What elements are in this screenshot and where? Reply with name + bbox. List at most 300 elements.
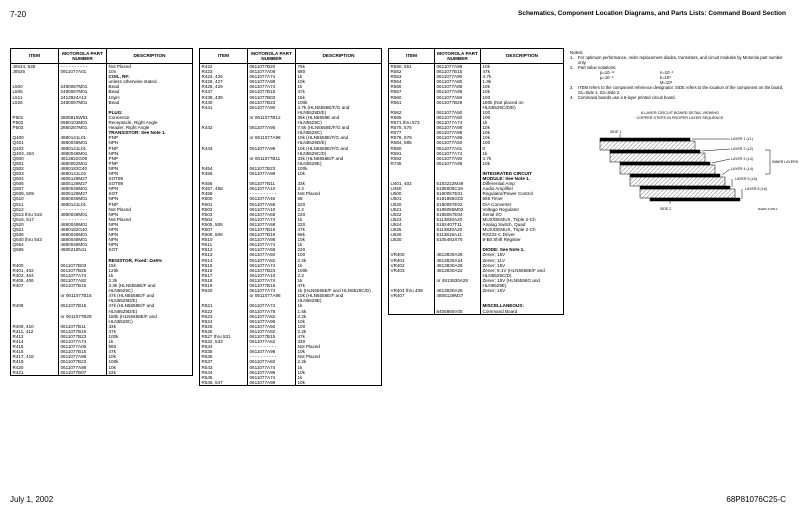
item-cell: R503	[200, 212, 248, 217]
part-number-cell: 0611077A98	[435, 89, 481, 94]
part-number-cell: 0611077A90	[435, 156, 481, 161]
description-cell: 100	[296, 252, 382, 257]
description-cell: MODULE: See Note 1.	[481, 176, 564, 181]
item-cell: Q503	[11, 171, 59, 176]
part-number-cell: 5180057E02	[435, 202, 481, 207]
description-cell: 555 Timer	[481, 196, 564, 201]
description-cell: 3.3k (HLN5558E/F and	[107, 283, 193, 288]
description-cell: 47k	[296, 283, 382, 288]
part-number-cell: - - - - - - - - - -	[248, 354, 296, 359]
part-number-cell: 4805128M27	[59, 181, 107, 186]
description-cell: 1k	[296, 263, 382, 268]
item-cell: J0536	[11, 69, 59, 74]
description-cell: 4.7k	[481, 74, 564, 79]
description-cell: 2.2	[296, 273, 382, 278]
description-cell: 10k	[481, 161, 564, 166]
description-cell: 180k (HLN5558E/F and	[107, 314, 193, 319]
col-desc-header: DESCRIPTION	[296, 49, 382, 64]
item-cell: VR402	[389, 263, 435, 268]
part-number-cell: 0611077A82	[59, 278, 107, 283]
item-cell: U520	[389, 202, 435, 207]
part-number-cell: - - - - - - - - - -	[248, 344, 296, 349]
part-number-cell: 0611077A74	[248, 217, 296, 222]
item-cell: R745	[389, 161, 435, 166]
description-cell: 220	[296, 247, 382, 252]
layer-stack-diagram	[580, 124, 799, 214]
part-number-cell: 4805129M27	[435, 293, 481, 298]
description-cell: unless otherwise stated	[107, 79, 193, 84]
description-cell: Regulator/Power Control	[481, 191, 564, 196]
description-cell: 1k	[296, 365, 382, 370]
item-cell: R524	[200, 319, 248, 324]
item-cell: Q521	[11, 227, 59, 232]
description-cell: 1k	[296, 375, 382, 380]
part-number-cell: 0611077A98	[59, 365, 107, 370]
parts-table-2	[199, 48, 382, 386]
item-cell: R571 thru 573	[389, 120, 435, 125]
item-cell: R411, 412	[11, 329, 59, 334]
part-number-cell: 0611077A82	[248, 359, 296, 364]
part-number-cell: 0611077A98	[248, 171, 296, 176]
description-cell: 10k	[296, 237, 382, 242]
description-cell: 10k	[296, 171, 382, 176]
description-cell: 47k	[107, 349, 193, 354]
item-cell: R561	[389, 100, 435, 105]
part-number-cell: 0611077B15	[435, 69, 481, 74]
description-cell: NPN	[107, 166, 193, 171]
part-number-cell: 0611077A62	[248, 339, 296, 344]
description-cell: Command Board	[481, 309, 564, 315]
part-number-cell: 0611077A74	[435, 151, 481, 156]
item-cell: R442	[200, 125, 248, 130]
part-number-cell: 0611077B15	[248, 89, 296, 94]
part-number-cell: 4880141L02	[59, 171, 107, 176]
item-cell: R403, 404	[11, 273, 59, 278]
part-number-cell: 5180057E01	[435, 191, 481, 196]
part-number-cell: 0611077B03	[248, 95, 296, 100]
description-cell: PNP	[107, 146, 193, 151]
description-cell: HLN5529D/E)	[296, 110, 382, 115]
description-cell: 10k	[296, 380, 382, 386]
item-cell	[389, 309, 435, 315]
description-cell: TRANSISTOR: See Note 1.	[107, 130, 193, 135]
part-number-cell: 5183222M49	[435, 181, 481, 186]
description-cell: 100k	[107, 359, 193, 364]
description-cell: Bead	[107, 84, 193, 89]
part-number-cell: 0611077A10	[248, 207, 296, 212]
description-cell: Analog Switch, Quad	[481, 222, 564, 227]
item-cell: R515	[200, 263, 248, 268]
part-number-cell: or 0611077B15	[59, 293, 107, 298]
item-cell: R550, 551	[389, 64, 435, 70]
part-number-cell: 2413924A13	[59, 95, 107, 100]
description-cell: HLN5529E)	[296, 161, 382, 166]
part-number-cell: 0611077B23	[248, 268, 296, 273]
part-number-cell: 0611077A50	[435, 110, 481, 115]
part-number-cell: 4880048M01	[59, 140, 107, 145]
table-row	[11, 370, 193, 376]
part-number-cell: 0611077A98	[435, 64, 481, 70]
part-number-cell: 8405865V05	[435, 309, 481, 315]
item-cell: R575, 576	[389, 125, 435, 130]
page-number: 7-20	[10, 10, 27, 19]
item-cell: U525	[389, 227, 435, 232]
description-cell: 10k (HLN5558E/F/G and	[296, 135, 382, 140]
part-number-cell: 4880048M01	[59, 186, 107, 191]
part-number-cell: 0611077A98	[248, 237, 296, 242]
table-row	[389, 309, 564, 315]
item-cell: Q401	[11, 140, 59, 145]
description-cell: Zener; 11V	[481, 258, 564, 263]
part-number-cell: 0611077A06	[59, 344, 107, 349]
part-number-cell: 5185057E04	[435, 212, 481, 217]
item-cell: R407	[11, 283, 59, 288]
col-desc-header: DESCRIPTION	[107, 49, 193, 64]
part-number-cell: 0611077A82	[248, 329, 296, 334]
item-cell: R552	[389, 69, 435, 74]
item-cell: P503	[11, 125, 59, 130]
col-item-header: ITEM	[11, 49, 59, 64]
description-cell: 2.2k	[296, 314, 382, 319]
notes-title: Notes:	[570, 50, 584, 55]
part-number-cell: 5113830A20	[435, 227, 481, 232]
description-cell: 10k	[296, 370, 382, 375]
description-cell: 100	[296, 324, 382, 329]
item-cell: Q513 thru 515	[11, 212, 59, 217]
description-cell: 47k	[296, 334, 382, 339]
part-number-cell: 0611077A98	[248, 79, 296, 84]
item-cell: Q402	[11, 146, 59, 151]
note-3: ITEM refers to the component reference designator. SIDE refers to the location of the component on the board. S1=Side 1, S2=Side 2.	[578, 85, 784, 95]
description-cell: HLN5529D/E)	[107, 309, 193, 314]
part-number-cell: 4880141L01	[59, 146, 107, 151]
description-cell: 10k	[481, 84, 564, 89]
description-cell: 4.7k (HLN5558E/F/G and	[296, 105, 382, 110]
item-cell: Q400	[11, 135, 59, 140]
description-cell: 100	[481, 95, 564, 100]
part-number-cell: or 0611077B12	[248, 115, 296, 120]
part-number-cell: 0611077A50	[435, 115, 481, 120]
part-number-cell: 4880048M01	[59, 242, 107, 247]
part-number-cell: 0611077B15	[59, 349, 107, 354]
item-cell: R562	[389, 110, 435, 115]
item-cell: R523	[200, 314, 248, 319]
item-cell: U521	[389, 207, 435, 212]
description-cell: 100	[481, 110, 564, 115]
part-number-cell: 0611077B23	[59, 334, 107, 339]
part-number-cell: 4880052M01	[59, 161, 107, 166]
description-cell: Not Placed	[107, 207, 193, 212]
item-cell: J0534, 535	[11, 64, 59, 70]
description-cell: 1k	[481, 151, 564, 156]
part-number-cell: 0611077A50	[248, 252, 296, 257]
part-number-cell: 0611077A50	[248, 324, 296, 329]
part-number-cell: 4813830A24	[435, 258, 481, 263]
col-desc-header: DESCRIPTION	[481, 49, 564, 64]
item-cell: L505	[11, 89, 59, 94]
description-cell: 1k	[481, 120, 564, 125]
description-cell: MUX/DEMUX, Triple 2-Ch	[481, 227, 564, 232]
note-1: For optimum performance, order replacement diodes, transistors, and circuit modules by Motorola part number only.	[578, 55, 783, 65]
part-number-cell: 0611077B20	[248, 64, 296, 70]
part-number-cell: - - - - - - - - - -	[59, 217, 107, 222]
description-cell: 2.2k	[107, 278, 193, 283]
part-number-cell: 0611077A98	[435, 135, 481, 140]
description-cell: 10k	[296, 349, 382, 354]
item-cell: R417, 418	[11, 354, 59, 359]
item-cell: VR403	[389, 268, 435, 273]
item-cell: R421	[11, 370, 59, 376]
item-cell: R514	[200, 258, 248, 263]
part-number-cell: 4880141L01	[59, 202, 107, 207]
part-number-cell: 4880182G40	[59, 227, 107, 232]
description-cell: Not Placed	[107, 64, 193, 70]
description-cell: 120k	[107, 268, 193, 273]
description-cell: SOT89	[107, 181, 193, 186]
item-cell: R414	[11, 339, 59, 344]
note-2-u: µ=10⁻⁶	[600, 75, 614, 80]
description-cell: 47k	[296, 89, 382, 94]
col-part-header: MOTOROLA PART NUMBER	[435, 49, 481, 64]
item-cell: Q500	[11, 156, 59, 161]
part-number-cell: 0611077A78	[248, 309, 296, 314]
item-cell: R565	[389, 115, 435, 120]
part-number-cell: 0611077B23	[248, 166, 296, 171]
part-number-cell: 4805218N11	[59, 247, 107, 252]
note-4: Command boards use a 6-layer printed circuit board.	[578, 95, 676, 100]
layer-label: LAYER 6 (L6)	[745, 187, 767, 191]
part-number-cell: 0611077A58	[248, 202, 296, 207]
part-number-cell: 5182407T11	[435, 222, 481, 227]
part-number-cell: 0611077A50	[435, 95, 481, 100]
item-cell: Q508, 509	[11, 191, 59, 196]
part-number-cell: 4880048M01	[59, 151, 107, 156]
part-number-cell: 5181855G02	[435, 196, 481, 201]
description-cell: HLN5529D/E)	[296, 140, 382, 145]
item-cell: R537	[200, 359, 248, 364]
item-cell: R456	[200, 181, 248, 186]
description-cell: PLUG:	[107, 110, 193, 115]
description-cell: HLN5529C)	[107, 288, 193, 293]
item-cell: R437	[200, 89, 248, 94]
part-number-cell: 0611077A98	[435, 161, 481, 166]
part-number-cell: 0611077A98	[435, 125, 481, 130]
note-2: Part value notations:	[578, 65, 617, 70]
description-cell: 10k	[481, 135, 564, 140]
item-cell: R510	[200, 237, 248, 242]
part-number-cell: 4880182G40	[59, 166, 107, 171]
description-cell: 68k	[296, 232, 382, 237]
part-number-cell: 4813830A28	[435, 252, 481, 257]
part-number-cell: 4813830A28	[435, 288, 481, 293]
description-cell: Not Placed	[296, 344, 382, 349]
parts-table-1	[10, 48, 193, 376]
description-cell: 330	[296, 339, 382, 344]
item-cell: R520	[200, 288, 248, 293]
part-number-cell: - - - - - - - - - -	[59, 64, 107, 70]
item-cell: L511	[11, 95, 59, 100]
description-cell: 2.2k	[296, 329, 382, 334]
description-cell: Zener; 15V	[481, 263, 564, 268]
part-number-cell: 4805128M27	[59, 176, 107, 181]
item-cell: R501	[200, 202, 248, 207]
description-cell: 2.2k	[296, 258, 382, 263]
description-cell: D/A Converter	[481, 202, 564, 207]
item-cell: Q536	[11, 232, 59, 237]
description-cell: 10n	[107, 69, 193, 74]
description-cell: Not Placed	[296, 354, 382, 359]
description-cell: 180k (Not placed on	[481, 100, 564, 105]
description-cell: RESISTOR, Fixed: Ω±5%	[107, 258, 193, 263]
item-cell: Q507	[11, 186, 59, 191]
description-cell: 10k (HLN5558E/F and	[296, 293, 382, 298]
notes-block: Notes: 1. For optimum performance, order replacement diodes, transistors, and circuit modules by Motorola part number only. 2. Part value notations: p=10⁻¹² n=10⁻⁹ µ=10⁻⁶ k=10³ M=10⁶ 3. ITEM refers to the component reference designator. SIDE refers to the location of the component on the board. S1=Side 1, S2=Side 2. 4. Command boards use a 6-layer printed circuit board.	[570, 50, 792, 100]
description-cell: 100	[481, 115, 564, 120]
description-cell: 36k (HLN5558E and	[296, 115, 382, 120]
description-cell: 10k	[481, 89, 564, 94]
description-cell: Not Placed	[296, 191, 382, 196]
description-cell: 1k	[296, 217, 382, 222]
description-cell: 10k	[107, 354, 193, 359]
description-cell: 4.7k	[481, 156, 564, 161]
side-2-label: SIDE 2	[660, 207, 672, 211]
part-number-cell: 0611077A74	[248, 375, 296, 380]
description-cell: 10k	[296, 319, 382, 324]
layer-label: LAYER 2 (L2)	[731, 147, 753, 151]
part-number-cell: 0611077B23	[248, 100, 296, 105]
item-cell: R455	[200, 171, 248, 176]
description-cell: NPN	[107, 196, 193, 201]
description-cell: Zener; 15V	[481, 252, 564, 257]
note-2-k: k=10³	[660, 75, 671, 80]
item-cell: R401, 402	[11, 268, 59, 273]
item-cell: R424, 425	[200, 74, 248, 79]
footer-doc-number: 68P81076C25-C	[726, 495, 786, 504]
part-number-cell: 4813830A22	[435, 268, 481, 273]
description-cell: 100k	[107, 334, 193, 339]
description-cell: 47k	[481, 69, 564, 74]
item-cell: R522	[200, 309, 248, 314]
part-number-cell: 0611077A10	[248, 186, 296, 191]
item-cell: Q520	[11, 222, 59, 227]
item-cell: R420	[11, 365, 59, 370]
item-cell: U523	[389, 217, 435, 222]
side-1-label: SIDE 1	[610, 130, 622, 134]
part-number-cell: 0611077A74	[248, 74, 296, 79]
part-number-cell: 0611077B15	[59, 329, 107, 334]
item-cell: R516	[200, 268, 248, 273]
description-cell: 1k	[296, 84, 382, 89]
part-number-cell: 2480067M01	[59, 100, 107, 105]
part-number-cell: 4880048M01	[59, 212, 107, 217]
note-2-p: p=10⁻¹²	[600, 70, 615, 75]
item-cell: Q504	[11, 176, 59, 181]
description-cell: NPN	[107, 222, 193, 227]
description-cell: Differential Amp	[481, 181, 564, 186]
part-number-cell: 0911077A01	[59, 69, 107, 74]
description-cell: HLN5529C/D)	[296, 151, 382, 156]
item-cell: U450	[389, 186, 435, 191]
part-number-cell: 0611077A98	[248, 370, 296, 375]
description-cell: 2.2	[296, 186, 382, 191]
description-cell: NPN	[107, 212, 193, 217]
item-cell: U401, 402	[389, 181, 435, 186]
description-cell: Header, Right Angle	[107, 125, 193, 130]
item-cell: R577	[389, 130, 435, 135]
description-cell: 1k	[107, 273, 193, 278]
item-cell: R423	[200, 69, 248, 74]
description-cell: PNP	[107, 135, 193, 140]
item-cell: R545	[200, 375, 248, 380]
description-cell: NPN	[107, 151, 193, 156]
description-cell: 33k	[107, 324, 193, 329]
part-number-cell: 0611077A98	[248, 319, 296, 324]
description-cell: 1k	[296, 278, 382, 283]
description-cell: 1k	[296, 74, 382, 79]
description-cell: NPN	[107, 232, 193, 237]
part-number-cell: or 0611077B29	[59, 314, 107, 319]
description-cell: Voltage Regulator	[481, 207, 564, 212]
description-cell: 47k	[107, 329, 193, 334]
description-cell: NPN	[107, 242, 193, 247]
item-cell: R400	[11, 263, 59, 268]
item-cell: R532, 533	[200, 339, 248, 344]
item-cell: U526	[389, 232, 435, 237]
description-cell: 100	[481, 140, 564, 145]
description-cell: 47k (HLN5558E/F and	[107, 303, 193, 308]
part-number-cell: 0611077B25	[59, 268, 107, 273]
description-cell: 47k	[296, 227, 382, 232]
description-cell: Zener; 15V (HLN5558G and	[481, 278, 564, 283]
item-cell: R544	[200, 370, 248, 375]
item-cell: Q511	[11, 202, 59, 207]
part-number-cell: 0611077A58	[248, 222, 296, 227]
note-2-m: M=10⁶	[660, 80, 673, 85]
description-cell: Audio Amplifier	[481, 186, 564, 191]
description-cell: 10k	[481, 130, 564, 135]
description-cell: 0	[481, 146, 564, 151]
item-cell: R521	[200, 303, 248, 308]
part-number-cell: 0611077A98	[435, 84, 481, 89]
description-cell: 10k	[481, 64, 564, 70]
description-cell: 1k	[296, 242, 382, 247]
item-cell: P502	[11, 120, 59, 125]
description-cell: Connector	[107, 115, 193, 120]
description-cell: 1.8k	[481, 79, 564, 84]
item-cell: Q501	[11, 161, 59, 166]
part-number-cell: 4880141L01	[59, 135, 107, 140]
inner-layers-label: INNER LAYERS	[772, 160, 799, 164]
item-cell: R505, 506	[200, 222, 248, 227]
footer-date: July 1, 2002	[10, 495, 54, 504]
description-cell: SOT	[107, 247, 193, 252]
description-cell: HLN5529E)	[296, 298, 382, 303]
description-cell: NPN	[107, 227, 193, 232]
description-cell: HLN5529C)	[296, 120, 382, 125]
part-number-cell: 0611077A01	[435, 146, 481, 151]
part-number-cell: 0611077A80	[435, 79, 481, 84]
item-cell: R500	[200, 196, 248, 201]
description-cell: Zener; 9.1V (HLN5558E/F and	[481, 268, 564, 273]
item-cell: R507	[200, 227, 248, 232]
part-number-cell: 0611077A74	[59, 273, 107, 278]
item-cell: R454	[200, 166, 248, 171]
part-number-cell: - - - - - - - - - -	[248, 191, 296, 196]
part-number-cell: 0611077A74	[59, 339, 107, 344]
item-cell: R591	[389, 151, 435, 156]
part-number-cell: 2480067M01	[59, 84, 107, 89]
item-cell: Q540 thru 543	[11, 237, 59, 242]
